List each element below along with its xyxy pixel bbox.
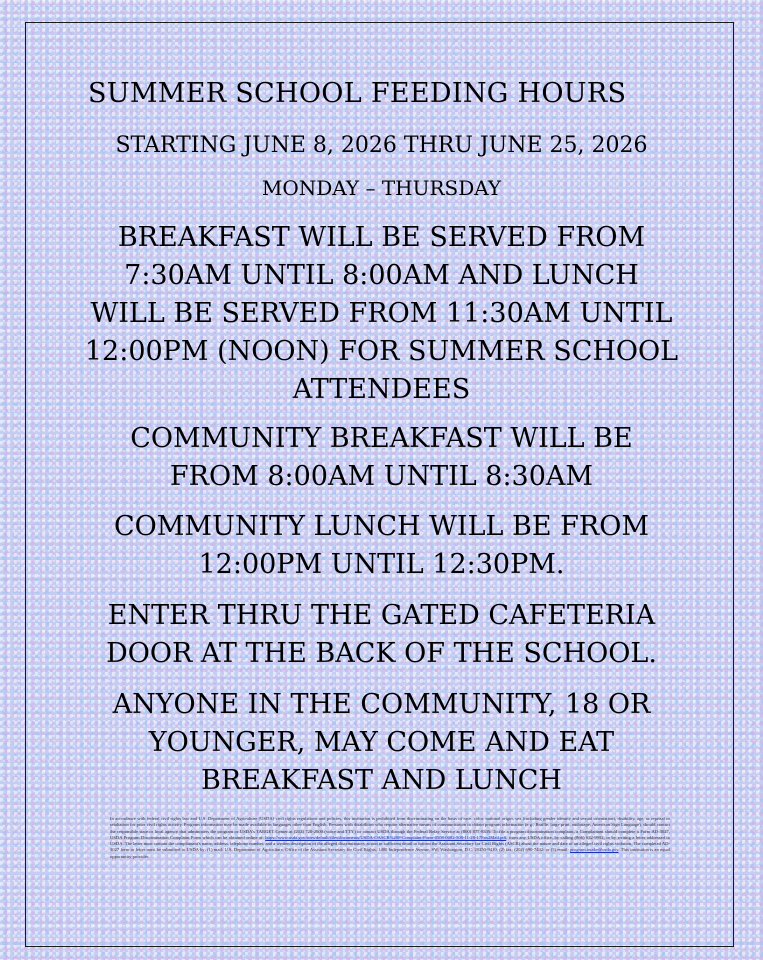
entrance-line: DOOR AT THE BACK OF THE SCHOOL. (106, 638, 657, 669)
nondiscrimination-text: In accordance with federal civil rights law and U.S. Department of Agriculture (USDA) civil rights regulations and policies, this institution is prohibited from discriminating on the basis of race, color, national origin, sex (including gender identity and sexual orientation), disability, age, or reprisal or retaliation for prior civil rights activity. Program information may be made available in languages other than English. Persons with disabilities who require alternative means of communication to obtain program information (e.g., Braille, large print, audiotape, American Sign Language), should contact the responsible state or local agency that administers the program or USDA's TARGET Center at (202) 720-2600 (voice and TTY) or contact USDA through the Federal Relay Service at (800) 877-8339. To file a program discrimination complaint, a Complainant should complete a Form AD-3027, USDA Program Discrimination Complaint Form which can be obtained online at: (110, 816, 670, 840)
community-breakfast (40, 420, 723, 496)
eligibility-line: BREAKFAST AND LUNCH (201, 765, 562, 796)
service-days: MONDAY – THURSDAY (261, 176, 502, 200)
eligibility-notice (40, 686, 723, 800)
community-lunch-line: 12:00PM UNTIL 12:30PM. (198, 549, 565, 580)
meal-times-line: BREAKFAST WILL BE SERVED FROM (117, 222, 646, 253)
complaint-form-link[interactable]: https://www.usda.gov/sites/default/files/documents/USDA-OASCR%20P-Complaint-Form-0508-0002-508-11-28-17Fax2Mail.pdf (265, 834, 507, 840)
entrance-line: ENTER THRU THE GATED CAFETERIA (107, 600, 656, 631)
date-range: STARTING JUNE 8, 2026 THRU JUNE 25, 2026 (115, 133, 648, 158)
nondiscrimination-text: , from any USDA office, by calling (866) 632-9992, or by writing a letter addressed to USDA. The letter must contain the complainant's name, address, telephone number, and a written description of the alleged discriminatory action in sufficient detail to inform the Assistant Secretary for Civil Rights (ASCR) about the nature and date of an alleged civil rights violation. The completed AD-3027 form or letter must be submitted to USDA by: (1) mail: U.S. Department of Agriculture, Office of the Assistant Secretary for Civil Rights, 1400 Independence Avenue, SW, Washington, D.C. 20250-9410; (2) fax: (202) 690-7442; or (3) email: (110, 834, 670, 853)
community-lunch-line: COMMUNITY LUNCH WILL BE FROM (113, 511, 649, 542)
nondiscrimination-statement (110, 816, 670, 860)
meal-times-line: 12:00PM (NOON) FOR SUMMER SCHOOL (84, 336, 679, 367)
community-breakfast-line: COMMUNITY BREAKFAST WILL BE (130, 423, 633, 454)
program-intake-email-link[interactable]: program.intake@usda.gov (570, 847, 619, 853)
meal-times-line: ATTENDEES (292, 374, 471, 405)
entrance-instructions (40, 597, 723, 673)
flyer-title: SUMMER SCHOOL FEEDING HOURS (88, 78, 627, 109)
nondiscrimination-text: . This institution is an equal opportunity provider. (110, 847, 670, 859)
meal-times (40, 219, 723, 409)
community-breakfast-line: FROM 8:00AM UNTIL 8:30AM (169, 461, 594, 492)
eligibility-line: YOUNGER, MAY COME AND EAT (148, 727, 615, 758)
community-lunch (40, 508, 723, 584)
meal-times-line: 7:30AM UNTIL 8:00AM AND LUNCH (124, 260, 639, 291)
eligibility-line: ANYONE IN THE COMMUNITY, 18 OR (112, 689, 651, 720)
meal-times-line: WILL BE SERVED FROM 11:30AM UNTIL (90, 298, 673, 329)
